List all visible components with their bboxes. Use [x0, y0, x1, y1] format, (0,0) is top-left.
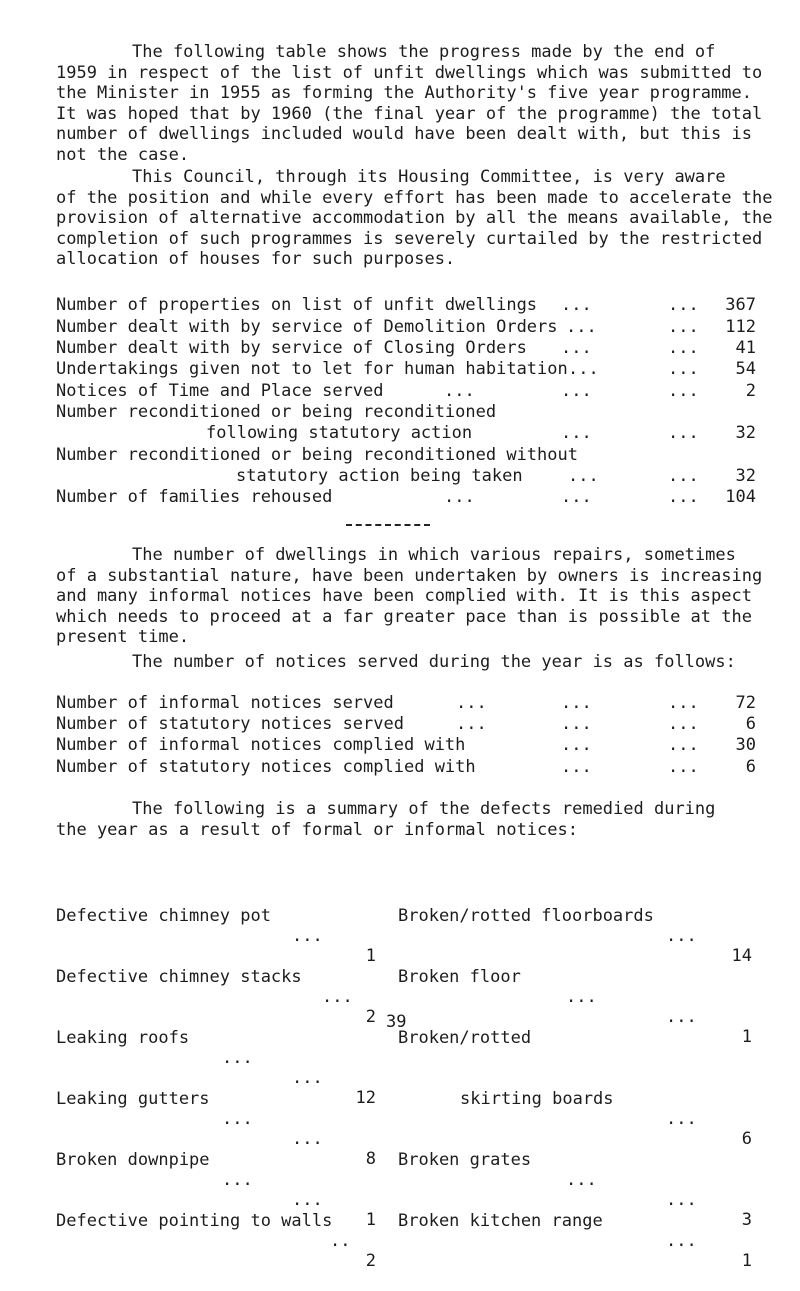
defect-count: 2: [365, 1251, 376, 1271]
leader-dots: ...: [561, 295, 592, 315]
table-row: [56, 359, 756, 379]
leader-dots: ...: [668, 714, 699, 734]
defect-count: 1: [365, 946, 376, 966]
row-value: 6: [745, 757, 756, 777]
list-item: [56, 1191, 376, 1271]
section-separator: [346, 524, 430, 526]
table-row: [56, 735, 756, 755]
defect-label-continued: skirting boards: [460, 1089, 614, 1109]
defect-count: 1: [365, 1210, 376, 1230]
list-item: [398, 1069, 752, 1149]
text-line: allocation of houses for such purposes.: [56, 249, 456, 269]
leader-dots: ...: [568, 359, 599, 379]
defect-count: 8: [365, 1149, 376, 1169]
defect-label: Leaking gutters: [56, 1089, 210, 1109]
leader-dots: ...: [668, 423, 699, 443]
leader-dots: ...: [668, 487, 699, 507]
row-label: Number of statutory notices complied with: [56, 757, 476, 777]
row-label: Number reconditioned or being reconditioned: [56, 402, 497, 422]
leader-dots: ...: [668, 735, 699, 755]
leader-dots: ...: [561, 381, 592, 401]
leader-dots: ...: [444, 381, 475, 401]
text-line: present time.: [56, 627, 190, 647]
text-line: of a substantial nature, have been undertaken by owners is increasing: [56, 565, 763, 586]
leader-dots: ...: [566, 1170, 597, 1190]
text-line: and many informal notices have been complied with. It is this aspect: [56, 586, 752, 606]
leader-dots: ...: [668, 359, 699, 379]
leader-dots: ...: [561, 714, 592, 734]
table-row: [56, 423, 756, 443]
text-line: not the case.: [56, 144, 190, 165]
council-paragraph: [56, 167, 773, 270]
row-label-continued: statutory action being taken: [236, 466, 523, 486]
leader-dots: ...: [668, 295, 699, 315]
defect-count: 3: [741, 1210, 752, 1230]
text-line: completion of such programmes is severely curtailed by the restricted: [56, 228, 763, 249]
leader-dots: ...: [561, 338, 592, 358]
text-line: which needs to proceed at a far greater pace than is possible at the: [56, 606, 752, 627]
table-row: [56, 693, 756, 713]
list-item: [56, 947, 376, 1027]
row-value: 32: [735, 466, 756, 486]
row-label-continued: following statutory action: [206, 423, 473, 443]
leader-dots: ...: [561, 693, 592, 713]
text-line: 1959 in respect of the list of unfit dwellings which was submitted to: [56, 62, 763, 83]
table-row: [56, 317, 756, 337]
table-row: [56, 295, 756, 315]
defect-label: Broken/rotted floorboards: [398, 906, 654, 926]
leader-dots: ...: [668, 693, 699, 713]
leader-dots: ..: [330, 1231, 351, 1251]
defect-label: Leaking roofs: [56, 1028, 190, 1048]
row-label: Number dealt with by service of Closing Orders: [56, 338, 527, 358]
row-label: Number of informal notices served: [56, 693, 394, 713]
leader-dots: ...: [561, 735, 592, 755]
leader-dots: ...: [668, 338, 699, 358]
row-value: 112: [725, 317, 756, 337]
defect-count: 12: [355, 1088, 376, 1108]
leader-dots: ...: [456, 693, 487, 713]
defect-count: 1: [741, 1251, 752, 1271]
table-row: [56, 338, 756, 358]
list-item: [398, 1191, 752, 1271]
row-value: 72: [735, 693, 756, 713]
leader-dots: ...: [561, 757, 592, 777]
leader-dots: ...: [668, 466, 699, 486]
defect-label: Broken kitchen range: [398, 1211, 603, 1231]
defects-intro: [56, 799, 756, 840]
defect-count: 14: [731, 946, 752, 966]
text-line: The following table shows the progress made by the end of: [132, 42, 716, 62]
leader-dots: ...: [566, 987, 597, 1007]
row-value: 367: [725, 295, 756, 315]
row-label: Notices of Time and Place served: [56, 381, 384, 401]
leader-dots: ...: [292, 926, 323, 946]
leader-dots: ...: [561, 487, 592, 507]
leader-dots: ...: [444, 487, 475, 507]
leader-dots: ...: [666, 926, 697, 946]
notices-intro: [56, 652, 756, 673]
leader-dots: ...: [456, 714, 487, 734]
table-row: [56, 466, 756, 486]
table-row: [56, 402, 756, 422]
leader-dots: ...: [568, 466, 599, 486]
defect-label: Broken grates: [398, 1150, 532, 1170]
table-row: [56, 714, 756, 734]
leader-dots: ...: [668, 317, 699, 337]
defects-right-list: [398, 846, 752, 1271]
table-row: [56, 487, 756, 507]
leader-dots: ...: [566, 317, 597, 337]
leader-dots: ...: [322, 987, 353, 1007]
leader-dots: ...: [292, 1068, 323, 1088]
defect-label: Broken floor: [398, 967, 521, 987]
leader-dots: ...: [666, 1190, 697, 1210]
leader-dots: ...: [666, 1109, 697, 1129]
defect-label: Broken downpipe: [56, 1150, 210, 1170]
defect-label: Defective pointing to walls: [56, 1211, 333, 1231]
text-line: It was hoped that by 1960 (the final year of the programme) the total: [56, 103, 763, 124]
defect-label: Defective chimney stacks: [56, 967, 302, 987]
defect-count: 2: [365, 1007, 376, 1027]
row-label: Undertakings given not to let for human habitation: [56, 359, 568, 379]
leader-dots: ...: [668, 381, 699, 401]
defect-label: Broken/rotted: [398, 1028, 532, 1048]
leader-dots: ...: [668, 757, 699, 777]
defect-count: 1: [741, 1027, 752, 1047]
defect-label: Defective chimney pot: [56, 906, 271, 926]
leader-dots: ...: [222, 1170, 253, 1190]
leader-dots: ...: [222, 1109, 253, 1129]
row-value: 104: [725, 487, 756, 507]
table-row: [56, 381, 756, 401]
page-number: 39: [386, 1012, 407, 1032]
row-value: 54: [735, 359, 756, 379]
row-label: Number dealt with by service of Demolition Orders: [56, 317, 558, 337]
row-label: Number of properties on list of unfit dwellings: [56, 295, 538, 315]
leader-dots: ...: [222, 1048, 253, 1068]
defects-left-list: [56, 846, 376, 1271]
text-line: the year as a result of formal or informal notices:: [56, 819, 578, 840]
text-line: provision of alternative accommodation by all the means available, the: [56, 208, 773, 228]
table-row: [56, 757, 756, 777]
list-item: [398, 886, 752, 966]
row-value: 41: [735, 338, 756, 358]
row-label: Number of families rehoused: [56, 487, 333, 507]
text-line: The number of dwellings in which various repairs, sometimes: [132, 545, 736, 565]
repairs-paragraph: [56, 545, 763, 648]
text-line: number of dwellings included would have been dealt with, but this is: [56, 124, 752, 144]
leader-dots: ...: [292, 1190, 323, 1210]
text-line: This Council, through its Housing Committee, is very aware: [132, 167, 726, 187]
defect-count: 6: [741, 1129, 752, 1149]
leader-dots: ...: [666, 1231, 697, 1251]
text-line: The number of notices served during the year is as follows:: [132, 652, 736, 672]
table-row: [56, 445, 756, 465]
intro-paragraph: [56, 42, 763, 165]
text-line: the Minister in 1955 as forming the Authority's five year programme.: [56, 83, 752, 103]
row-label: Number of statutory notices served: [56, 714, 404, 734]
leader-dots: ...: [666, 1007, 697, 1027]
row-label: Number reconditioned or being reconditioned without: [56, 445, 578, 465]
row-value: 2: [745, 381, 756, 401]
list-item: [56, 886, 376, 966]
row-value: 32: [735, 423, 756, 443]
leader-dots: ...: [561, 423, 592, 443]
row-label: Number of informal notices complied with: [56, 735, 466, 755]
list-item: [398, 1008, 752, 1048]
text-line: The following is a summary of the defects remedied during: [132, 799, 716, 819]
row-value: 30: [735, 735, 756, 755]
text-line: of the position and while every effort has been made to accelerate the: [56, 187, 773, 208]
row-value: 6: [745, 714, 756, 734]
leader-dots: ...: [292, 1129, 323, 1149]
